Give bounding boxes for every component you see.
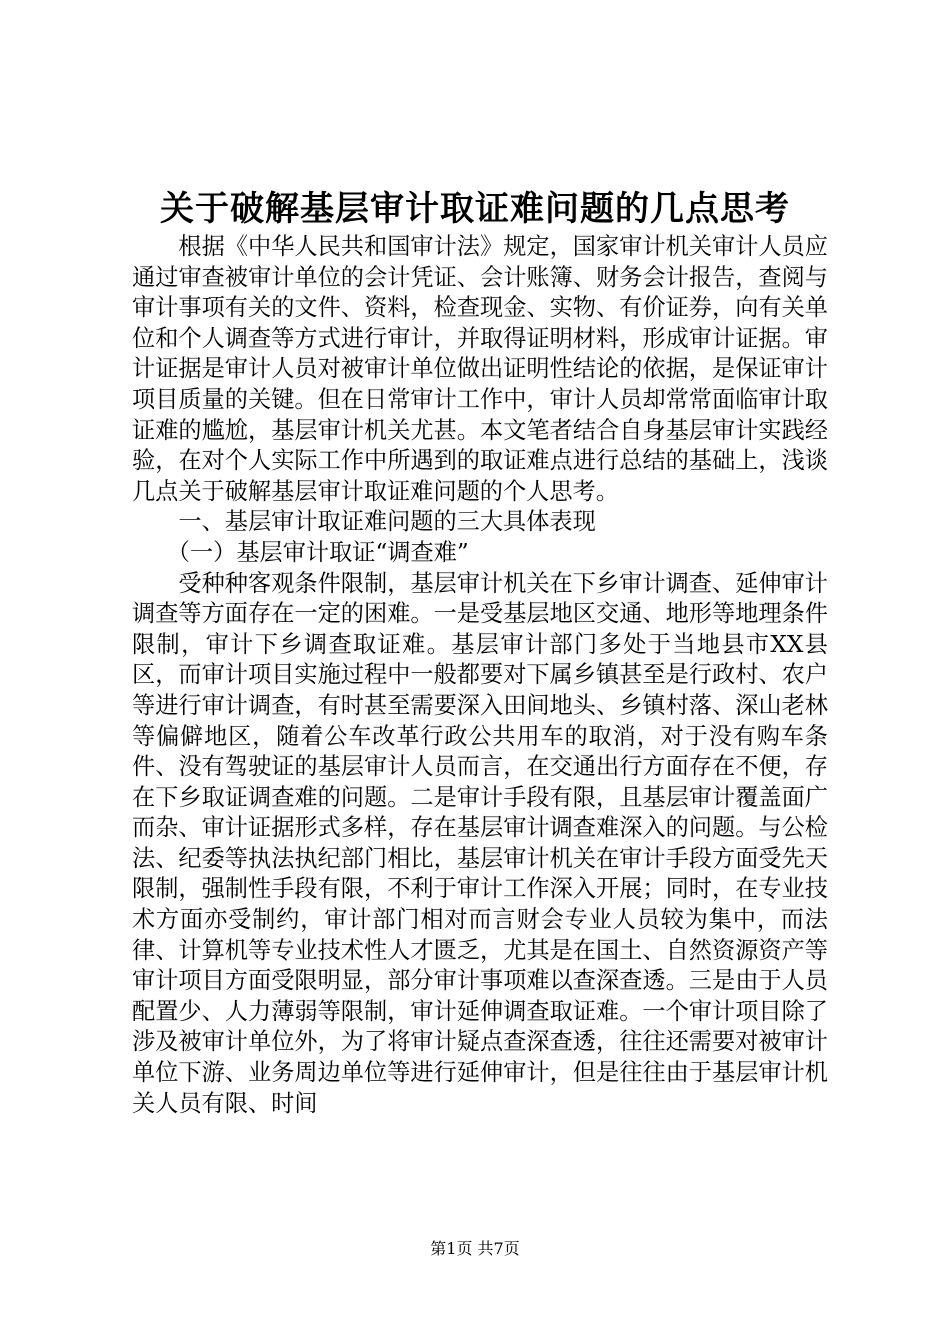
section-heading: 一、基层审计取证难问题的三大具体表现 (178, 508, 596, 536)
document-body (132, 232, 828, 1119)
subsection-heading: （一）基层审计取证“调查难” (166, 538, 469, 566)
paragraph-body: 受种种客观条件限制，基层审计机关在下乡审计调查、延伸审计调查等方面存在一定的困难。一是受基层地区交通、地形等地理条件限制，审计下乡调查取证难。基层审计部门多处于当地县市XX县区，而审计项目实施过程中一般都要对下属乡镇甚至是行政村、农户等进行审计调查，有时甚至需要深入田间地头、乡镇村落、深山老林等偏僻地区，随着公车改革行政公共用车的取消，对于没有购车条件、没有驾驶证的基层审计人员而言，在交通出行方面存在不便，存在下乡取证调查难的问题。二是审计手段有限，且基层审计覆盖面广而杂、审计证据形式多样，存在基层审计调查难深入的问题。与公检法、纪委等执法执纪部门相比，基层审计机关在审计手段方面受先天限制，强制性手段有限，不利于审计工作深入开展；同时，在专业技术方面亦受制约，审计部门相对而言财会专业人员较为集中，而法律、计算机等专业技术性人才匮乏，尤其是在国土、自然资源资产等审计项目方面受限明显，部分审计事项难以查深查透。三是由于人员配置少、人力薄弱等限制，审计延伸调查取证难。一个审计项目除了涉及被审计单位外，为了将审计疑点查深查透，往往还需要对被审计单位下游、业务周边单位等进行延伸审计，但是往往由于基层审计机关人员有限、时间 (132, 569, 828, 1117)
paragraph-intro: 根据《中华人民共和国审计法》规定，国家审计机关审计人员应通过审查被审计单位的会计凭证、会计账簿、财务会计报告，查阅与审计事项有关的文件、资料，检查现金、实物、有价证券，向有关单位和个人调查等方式进行审计，并取得证明材料，形成审计证据。审计证据是审计人员对被审计单位做出证明性结论的依据，是保证审计项目质量的关键。但在日常审计工作中，审计人员却常常面临审计取证难的尴尬，基层审计机关尤甚。本文笔者结合自身基层审计实践经验，在对个人实际工作中所遇到的取证难点进行总结的基础上，浅谈几点关于破解基层审计取证难问题的个人思考。 (132, 233, 828, 505)
page-footer: 第1页 共7页 (430, 1239, 520, 1258)
document-title: 关于破解基层审计取证难问题的几点思考 (160, 189, 790, 229)
